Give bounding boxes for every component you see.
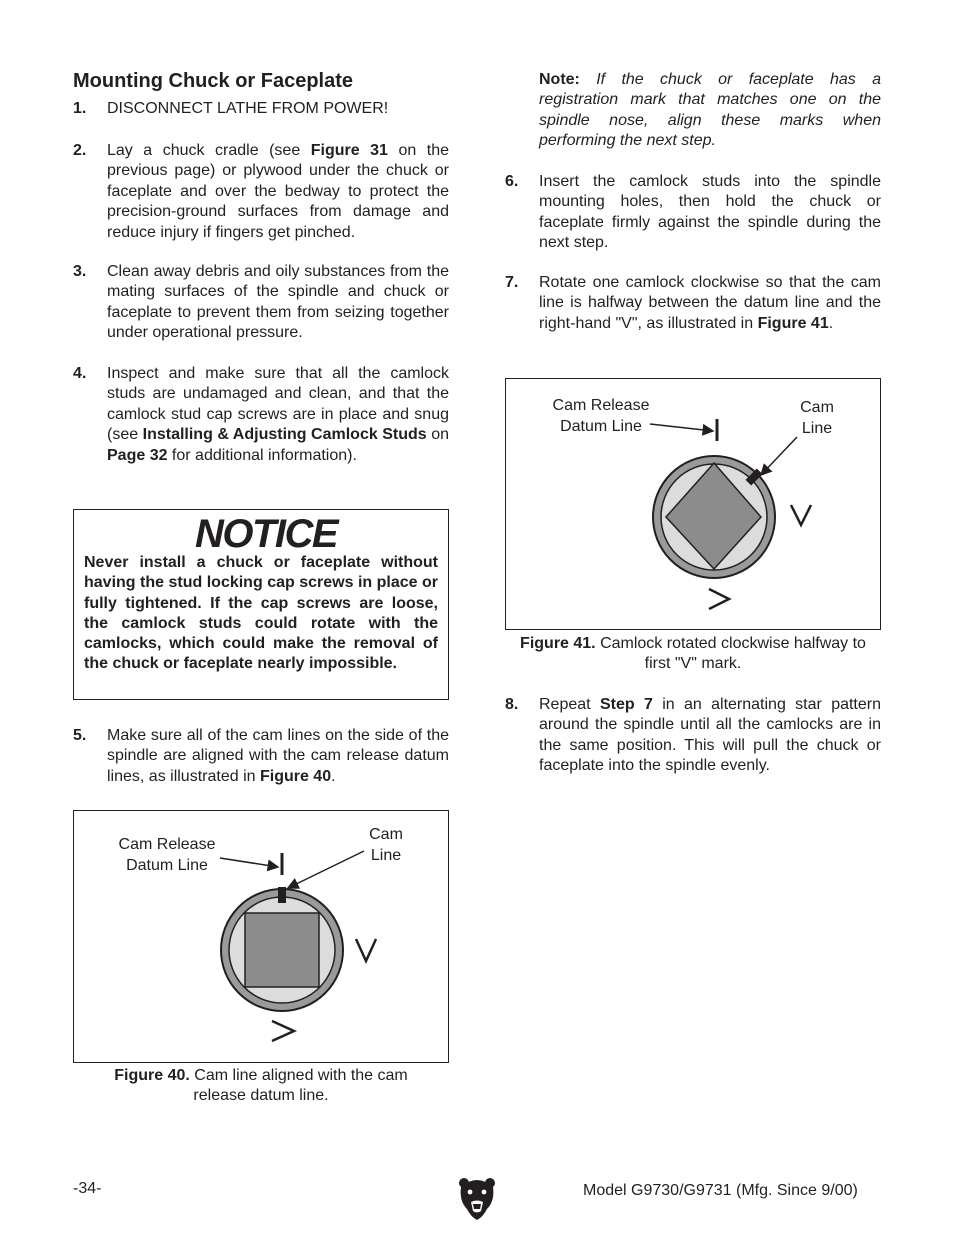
- v-mark: [356, 939, 376, 961]
- section-heading: Mounting Chuck or Faceplate: [73, 70, 354, 92]
- figure-40-caption: Figure 40. Cam line aligned with the cam release datum line.: [114, 1067, 408, 1105]
- step-number: 7.: [505, 274, 519, 291]
- notice-box: [73, 509, 449, 700]
- figure-reference: Figure 41: [757, 314, 829, 332]
- step-number: 3.: [73, 263, 87, 280]
- step-number: 6.: [505, 173, 519, 190]
- step-number: 8.: [505, 696, 519, 713]
- step-text: Make sure all of the cam lines on the side of the spindle are aligned with the cam release datum lines, as illustrated in Figure 40.: [107, 727, 449, 785]
- note-label: Note:: [539, 71, 580, 88]
- note-text: Note: If the chuck or faceplate has a registration mark that matches one on the spindle nose, align these marks when performing the next step.: [539, 71, 881, 150]
- figure-40: [73, 810, 449, 1063]
- gt-mark: [709, 589, 729, 609]
- datum-arrow: [650, 424, 713, 431]
- notice-body: Never install a chuck or faceplate without having the stud locking cap screws in place or fully tightened. If the cap screws are loose, the camlock studs could rotate with the camlocks, which could make the removal of the chuck or faceplate nearly impossible.: [84, 554, 438, 673]
- page-number: -34-: [73, 1180, 102, 1197]
- step-text: DISCONNECT LATHE FROM POWER!: [107, 100, 389, 117]
- step-7: [505, 273, 881, 356]
- figure-reference: Figure 31: [310, 142, 388, 159]
- model-label: Model G9730/G9731 (Mfg. Since 9/00): [583, 1182, 858, 1199]
- step-number: 5.: [73, 727, 87, 744]
- step-5: [73, 726, 449, 788]
- gt-mark: [272, 1021, 294, 1041]
- section-reference: Installing & Adjusting Camlock Studs: [142, 426, 427, 444]
- step-number: 4.: [73, 365, 87, 382]
- cam-line-mark: [278, 887, 286, 903]
- step-number: 1.: [73, 100, 87, 117]
- notice-title: NOTICE: [195, 512, 338, 556]
- figure-41: [505, 378, 881, 630]
- bear-logo-icon: [457, 1175, 497, 1221]
- step-2: [73, 141, 449, 244]
- camlock-square: [245, 913, 319, 987]
- cam-arrow: [288, 851, 364, 888]
- datum-arrow: [220, 858, 278, 867]
- step-reference: Step 7: [599, 696, 653, 713]
- camlock-diagram: [74, 811, 448, 1062]
- cam-release-label: Cam Release Datum Line: [552, 397, 650, 435]
- step-text: Rotate one camlock clockwise so that the cam line is halfway between the datum line and the right-hand "V", as illustrated in Figure 41.: [539, 274, 881, 332]
- step-4: [73, 364, 449, 487]
- cam-line-label: Cam Line: [800, 399, 834, 437]
- figure-reference: Figure 40: [259, 767, 332, 785]
- step-6: [505, 172, 881, 255]
- camlock-diagram: [506, 379, 880, 629]
- cam-arrow: [761, 437, 797, 475]
- step-text: Lay a chuck cradle (see Figure 31 on the previous page) or plywood under the chuck or faceplate and over the bedway to protect the precision-ground surfaces from damage and reduce injury if fingers get pinched.: [107, 142, 449, 241]
- cam-release-label: Cam Release Datum Line: [118, 836, 216, 874]
- step-text: Clean away debris and oily substances from the mating surfaces of the spindle and chuck or faceplate to prevent them from seizing together under operational pressure.: [107, 263, 449, 342]
- step-3: [73, 262, 449, 345]
- figure-41-caption: Figure 41. Camlock rotated clockwise halfway to first "V" mark.: [520, 635, 866, 673]
- page-reference: Page 32: [107, 446, 168, 464]
- step-text: Insert the camlock studs into the spindle mounting holes, then hold the chuck or faceplate firmly against the spindle during the next step.: [539, 173, 881, 252]
- cam-line-label: Cam Line: [369, 826, 403, 864]
- v-mark: [791, 505, 811, 525]
- step-1: [73, 99, 449, 120]
- step-number: 2.: [73, 142, 87, 159]
- step-text: Inspect and make sure that all the camlock studs are undamaged and clean, and that the camlock stud cap screws are in place and snug (see Installing & Adjusting Camlock Studs on Page 32 for additional information).: [107, 365, 449, 464]
- step-text: Repeat Step 7 in an alternating star pattern around the spindle until all the camlocks are in the same position. This will pull the chuck or faceplate into the spindle evenly.: [539, 696, 882, 775]
- step-8: [505, 695, 881, 778]
